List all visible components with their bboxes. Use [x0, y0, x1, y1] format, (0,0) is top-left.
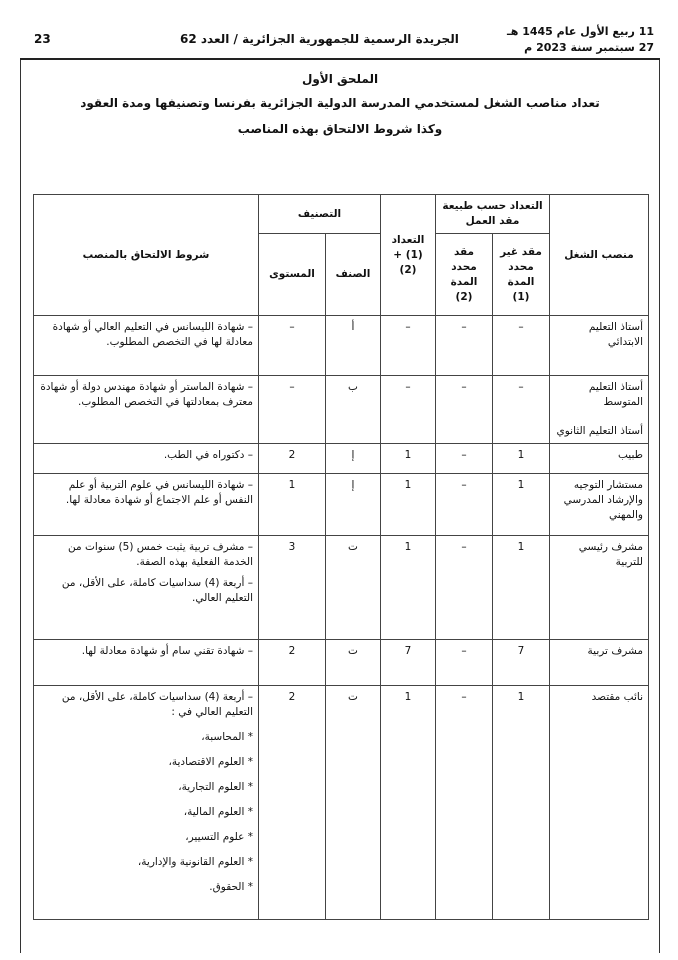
header-level: المستوى [259, 234, 326, 316]
condition-item: – دكتوراه في الطب. [163, 449, 253, 461]
count-total: 7 [381, 640, 436, 686]
level: – [259, 376, 326, 444]
table-title-line1: تعداد مناصب الشغل لمستخدمي المدرسة الدولية الجزائرية بفرنسا وتصنيفها ومدة العقود [80, 96, 600, 110]
specialty-item: * العلوم المالية، [183, 806, 253, 818]
count-indefinite: 1 [493, 474, 550, 536]
specialty-item: * العلوم الاقتصادية، [168, 756, 253, 768]
post-name [550, 376, 649, 444]
post-name-1: أستاذ التعليم المتوسط [588, 381, 643, 408]
header-indefinite: مقد غير محدد المدة (1) [493, 234, 550, 316]
post-name: مشرف تربية [550, 640, 649, 686]
conditions [34, 376, 259, 444]
category: إ [326, 444, 381, 474]
conditions [34, 444, 259, 474]
count-definite: – [436, 376, 493, 444]
date-gregorian: 27 سبتمبر سنة 2023 م [524, 41, 654, 54]
category: ت [326, 640, 381, 686]
table-row [34, 444, 649, 474]
header-classification: التصنيف [259, 195, 381, 234]
conditions [34, 640, 259, 686]
header-total: التعداد (1) + (2) [381, 195, 436, 316]
count-total: 1 [381, 444, 436, 474]
table-row [34, 686, 649, 920]
count-indefinite: 1 [493, 536, 550, 640]
post-name: أستاذ التعليم الابتدائي [550, 316, 649, 376]
condition-item: – شهادة الليسانس في علوم التربية أو علم النفس أو علم الاجتماع أو شهادة معادلة لها. [65, 479, 253, 506]
title-block [21, 60, 659, 136]
condition-item: – شهادة الليسانس في التعليم العالي أو شهادة معادلة لها في التخصص المطلوب. [52, 321, 253, 348]
specialty-item: * العلوم القانونية والإدارية، [137, 856, 253, 868]
count-indefinite: 1 [493, 686, 550, 920]
specialty-item: * الحقوق. [209, 881, 253, 893]
header-count-by-contract: التعداد حسب طبيعة مقد العمل [436, 195, 550, 234]
post-name: طبيب [550, 444, 649, 474]
condition-item: – شهادة تقني سام أو شهادة معادلة لها. [81, 645, 253, 657]
count-definite: – [436, 316, 493, 376]
count-indefinite: – [493, 376, 550, 444]
condition-item: – مشرف تربية يثبت خمس (5) سنوات من الخدمة الفعلية بهذه الصفة. [68, 541, 253, 568]
specialty-item: * علوم التسيير، [185, 831, 253, 843]
category: ت [326, 536, 381, 640]
count-definite: – [436, 536, 493, 640]
level: 3 [259, 536, 326, 640]
header-post: منصب الشغل [550, 195, 649, 316]
count-indefinite: 7 [493, 640, 550, 686]
level: 2 [259, 686, 326, 920]
count-total: 1 [381, 536, 436, 640]
condition-item: – أربعة (4) سداسيات كاملة، على الأقل، من التعليم العالي. [61, 577, 253, 604]
header-category: الصنف [326, 234, 381, 316]
count-total: 1 [381, 474, 436, 536]
category: أ [326, 316, 381, 376]
count-definite: – [436, 640, 493, 686]
post-name: مستشار التوجيه والإرشاد المدرسي والمهني [550, 474, 649, 536]
conditions [34, 474, 259, 536]
page-frame [20, 60, 660, 953]
category: ت [326, 686, 381, 920]
specialty-list [39, 730, 253, 895]
table-title-line2: وكذا شروط الالتحاق بهذه المناصب [237, 122, 443, 136]
conditions [34, 686, 259, 920]
count-indefinite: 1 [493, 444, 550, 474]
page-number: 23 [34, 32, 51, 46]
count-total: 1 [381, 686, 436, 920]
condition-item: – أربعة (4) سداسيات كاملة، على الأقل، من التعليم العالي في : [61, 691, 253, 718]
header-definite: مقد محدد المدة (2) [436, 234, 493, 316]
page [20, 22, 660, 953]
condition-item: – شهادة الماستر أو شهادة مهندس دولة أو شهادة معترف بمعادلتها في التخصص المطلوب. [40, 381, 253, 408]
issue-date [507, 24, 654, 56]
table-row [34, 316, 649, 376]
count-total: – [381, 376, 436, 444]
count-definite: – [436, 474, 493, 536]
category: إ [326, 474, 381, 536]
level: – [259, 316, 326, 376]
level: 1 [259, 474, 326, 536]
conditions [34, 316, 259, 376]
level: 2 [259, 444, 326, 474]
posts-table [33, 194, 649, 920]
count-total: – [381, 316, 436, 376]
journal-title: الجريدة الرسمية للجمهورية الجزائرية / العدد 62 [180, 32, 459, 46]
table-row [34, 376, 649, 444]
specialty-item: * المحاسبة، [201, 731, 253, 743]
annex-title: الملحق الأول [301, 72, 379, 86]
table-row [34, 640, 649, 686]
page-header [20, 22, 660, 60]
specialty-item: * العلوم التجارية، [178, 781, 253, 793]
count-definite: – [436, 686, 493, 920]
date-hijri: 11 ربيع الأول عام 1445 هـ [507, 25, 654, 38]
post-name-2: أستاذ التعليم الثانوي [556, 425, 643, 437]
conditions [34, 536, 259, 640]
level: 2 [259, 640, 326, 686]
table-row [34, 474, 649, 536]
table-row [34, 536, 649, 640]
post-name: مشرف رئيسي للتربية [550, 536, 649, 640]
category: ب [326, 376, 381, 444]
count-definite: – [436, 444, 493, 474]
post-name: نائب مقتصد [550, 686, 649, 920]
count-indefinite: – [493, 316, 550, 376]
header-conditions: شروط الالتحاق بالمنصب [34, 195, 259, 316]
